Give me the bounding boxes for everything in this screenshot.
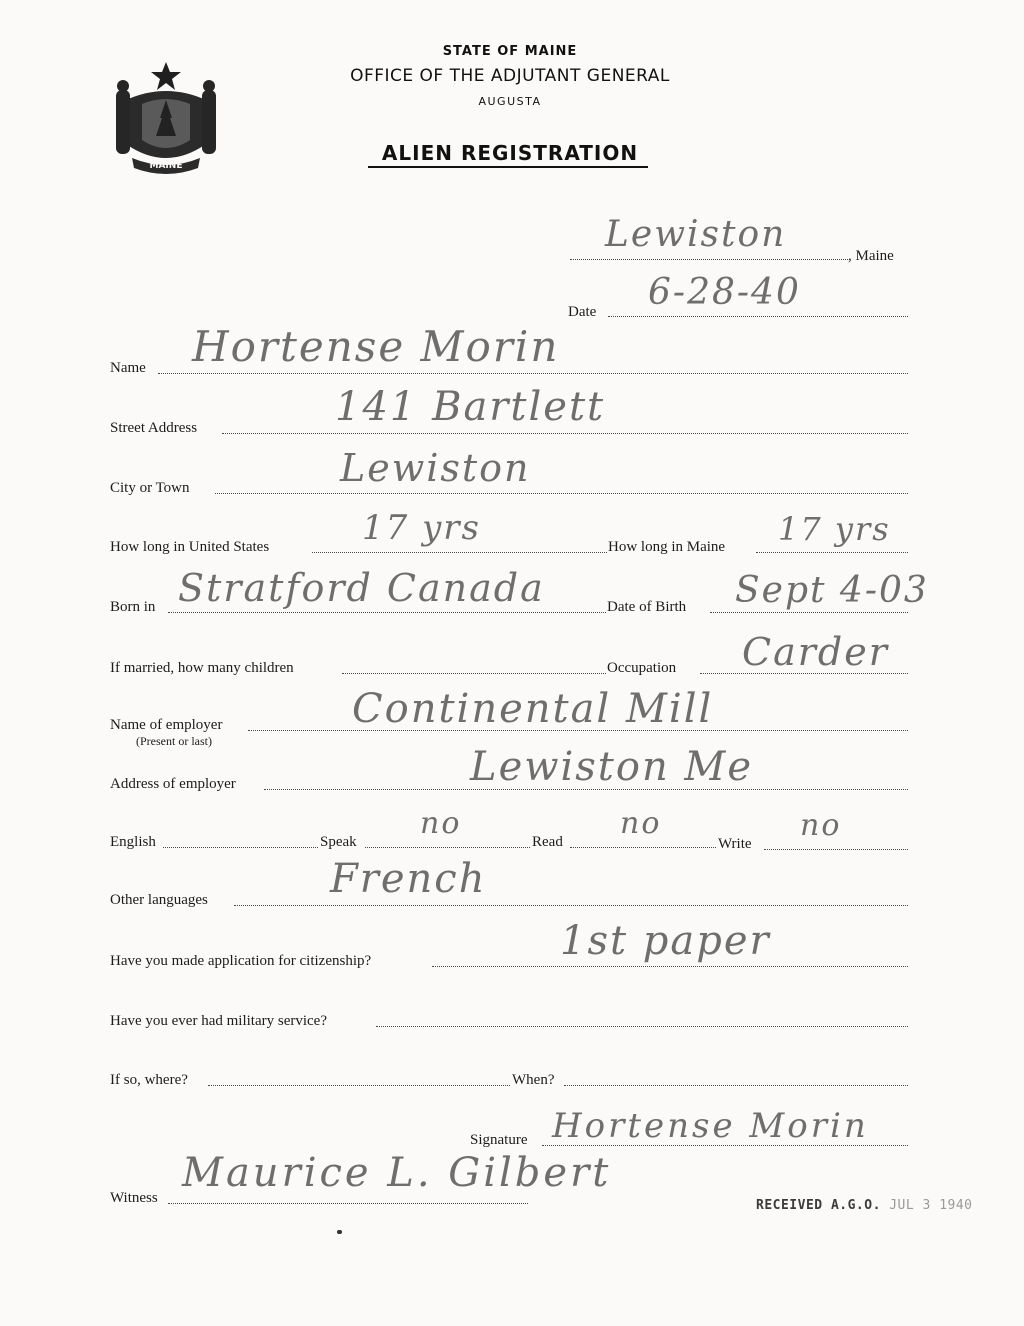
where-label: If so, where? <box>110 1072 188 1088</box>
name-label: Name <box>110 360 146 376</box>
witness-line <box>168 1203 528 1204</box>
employer-address-entry: Lewiston Me <box>470 744 754 790</box>
military-line <box>376 1026 908 1027</box>
ink-mark <box>337 1230 342 1234</box>
english-label: English <box>110 834 156 850</box>
write-label: Write <box>718 836 752 852</box>
form-title: ALIEN REGISTRATION <box>381 141 639 165</box>
occupation-label: Occupation <box>607 660 677 676</box>
how-long-maine-line <box>756 552 908 553</box>
title-underline <box>368 166 648 168</box>
other-languages-line <box>234 905 908 906</box>
other-languages-label: Other languages <box>110 892 208 908</box>
speak-line <box>365 847 530 848</box>
city-line <box>215 493 908 494</box>
born-in-line <box>168 612 606 613</box>
town-line <box>570 259 848 260</box>
when-line <box>564 1085 908 1086</box>
received-stamp <box>756 1198 973 1213</box>
seal-label: MAINE <box>149 161 183 171</box>
maine-label: , Maine <box>848 248 894 264</box>
citizenship-entry: 1st paper <box>560 918 771 964</box>
how-long-us-entry: 17 yrs <box>362 508 481 548</box>
name-entry: Hortense Morin <box>192 322 560 371</box>
speak-entry: no <box>420 806 462 841</box>
dob-label: Date of Birth <box>607 599 687 615</box>
employer-label: Name of employer <box>110 717 223 733</box>
write-entry: no <box>800 808 842 843</box>
children-line <box>342 673 606 674</box>
citizenship-line <box>432 966 908 967</box>
maine-state-seal-icon <box>112 60 220 178</box>
when-label: When? <box>512 1072 555 1088</box>
received-stamp-text: RECEIVED A.G.O. <box>756 1198 881 1213</box>
name-line <box>158 373 908 374</box>
city-entry: Lewiston <box>340 446 531 490</box>
office-heading: OFFICE OF THE ADJUTANT GENERAL <box>350 66 670 86</box>
how-long-maine-label: How long in Maine <box>608 539 726 555</box>
write-line <box>764 849 908 850</box>
signature-label: Signature <box>470 1132 528 1148</box>
employer-address-label: Address of employer <box>110 776 236 792</box>
born-in-entry: Stratford Canada <box>178 566 545 610</box>
street-entry: 141 Bartlett <box>335 384 606 430</box>
dob-line <box>710 612 908 613</box>
where-line <box>208 1085 510 1086</box>
citizenship-label: Have you made application for citizenship? <box>110 953 372 969</box>
military-label: Have you ever had military service? <box>110 1013 327 1029</box>
english-line <box>163 847 318 848</box>
witness-label: Witness <box>110 1190 158 1206</box>
date-label: Date <box>568 304 597 320</box>
other-languages-entry: French <box>330 856 487 902</box>
occupation-entry: Carder <box>742 630 889 674</box>
date-line <box>608 316 908 317</box>
how-long-maine-entry: 17 yrs <box>778 510 891 548</box>
city-heading: AUGUSTA <box>478 95 542 108</box>
street-label: Street Address <box>110 420 198 436</box>
employer-sublabel: (Present or last) <box>136 734 212 748</box>
how-long-us-line <box>312 552 607 553</box>
speak-label: Speak <box>320 834 357 850</box>
date-entry: 6-28-40 <box>648 272 801 313</box>
employer-entry: Continental Mill <box>352 686 714 732</box>
read-entry: no <box>620 806 662 841</box>
born-in-label: Born in <box>110 599 156 615</box>
witness-entry: Maurice L. Gilbert <box>182 1150 612 1196</box>
dob-entry: Sept 4-03 <box>735 570 929 611</box>
street-line <box>222 433 908 434</box>
state-heading: STATE OF MAINE <box>442 44 578 59</box>
read-line <box>570 847 716 848</box>
how-long-us-label: How long in United States <box>110 539 270 555</box>
city-label: City or Town <box>110 480 190 496</box>
town-entry: Lewiston <box>605 214 787 255</box>
read-label: Read <box>532 834 563 850</box>
signature-entry: Hortense Morin <box>552 1106 869 1146</box>
children-label: If married, how many children <box>110 660 294 676</box>
received-stamp-date: JUL 3 1940 <box>889 1198 973 1213</box>
